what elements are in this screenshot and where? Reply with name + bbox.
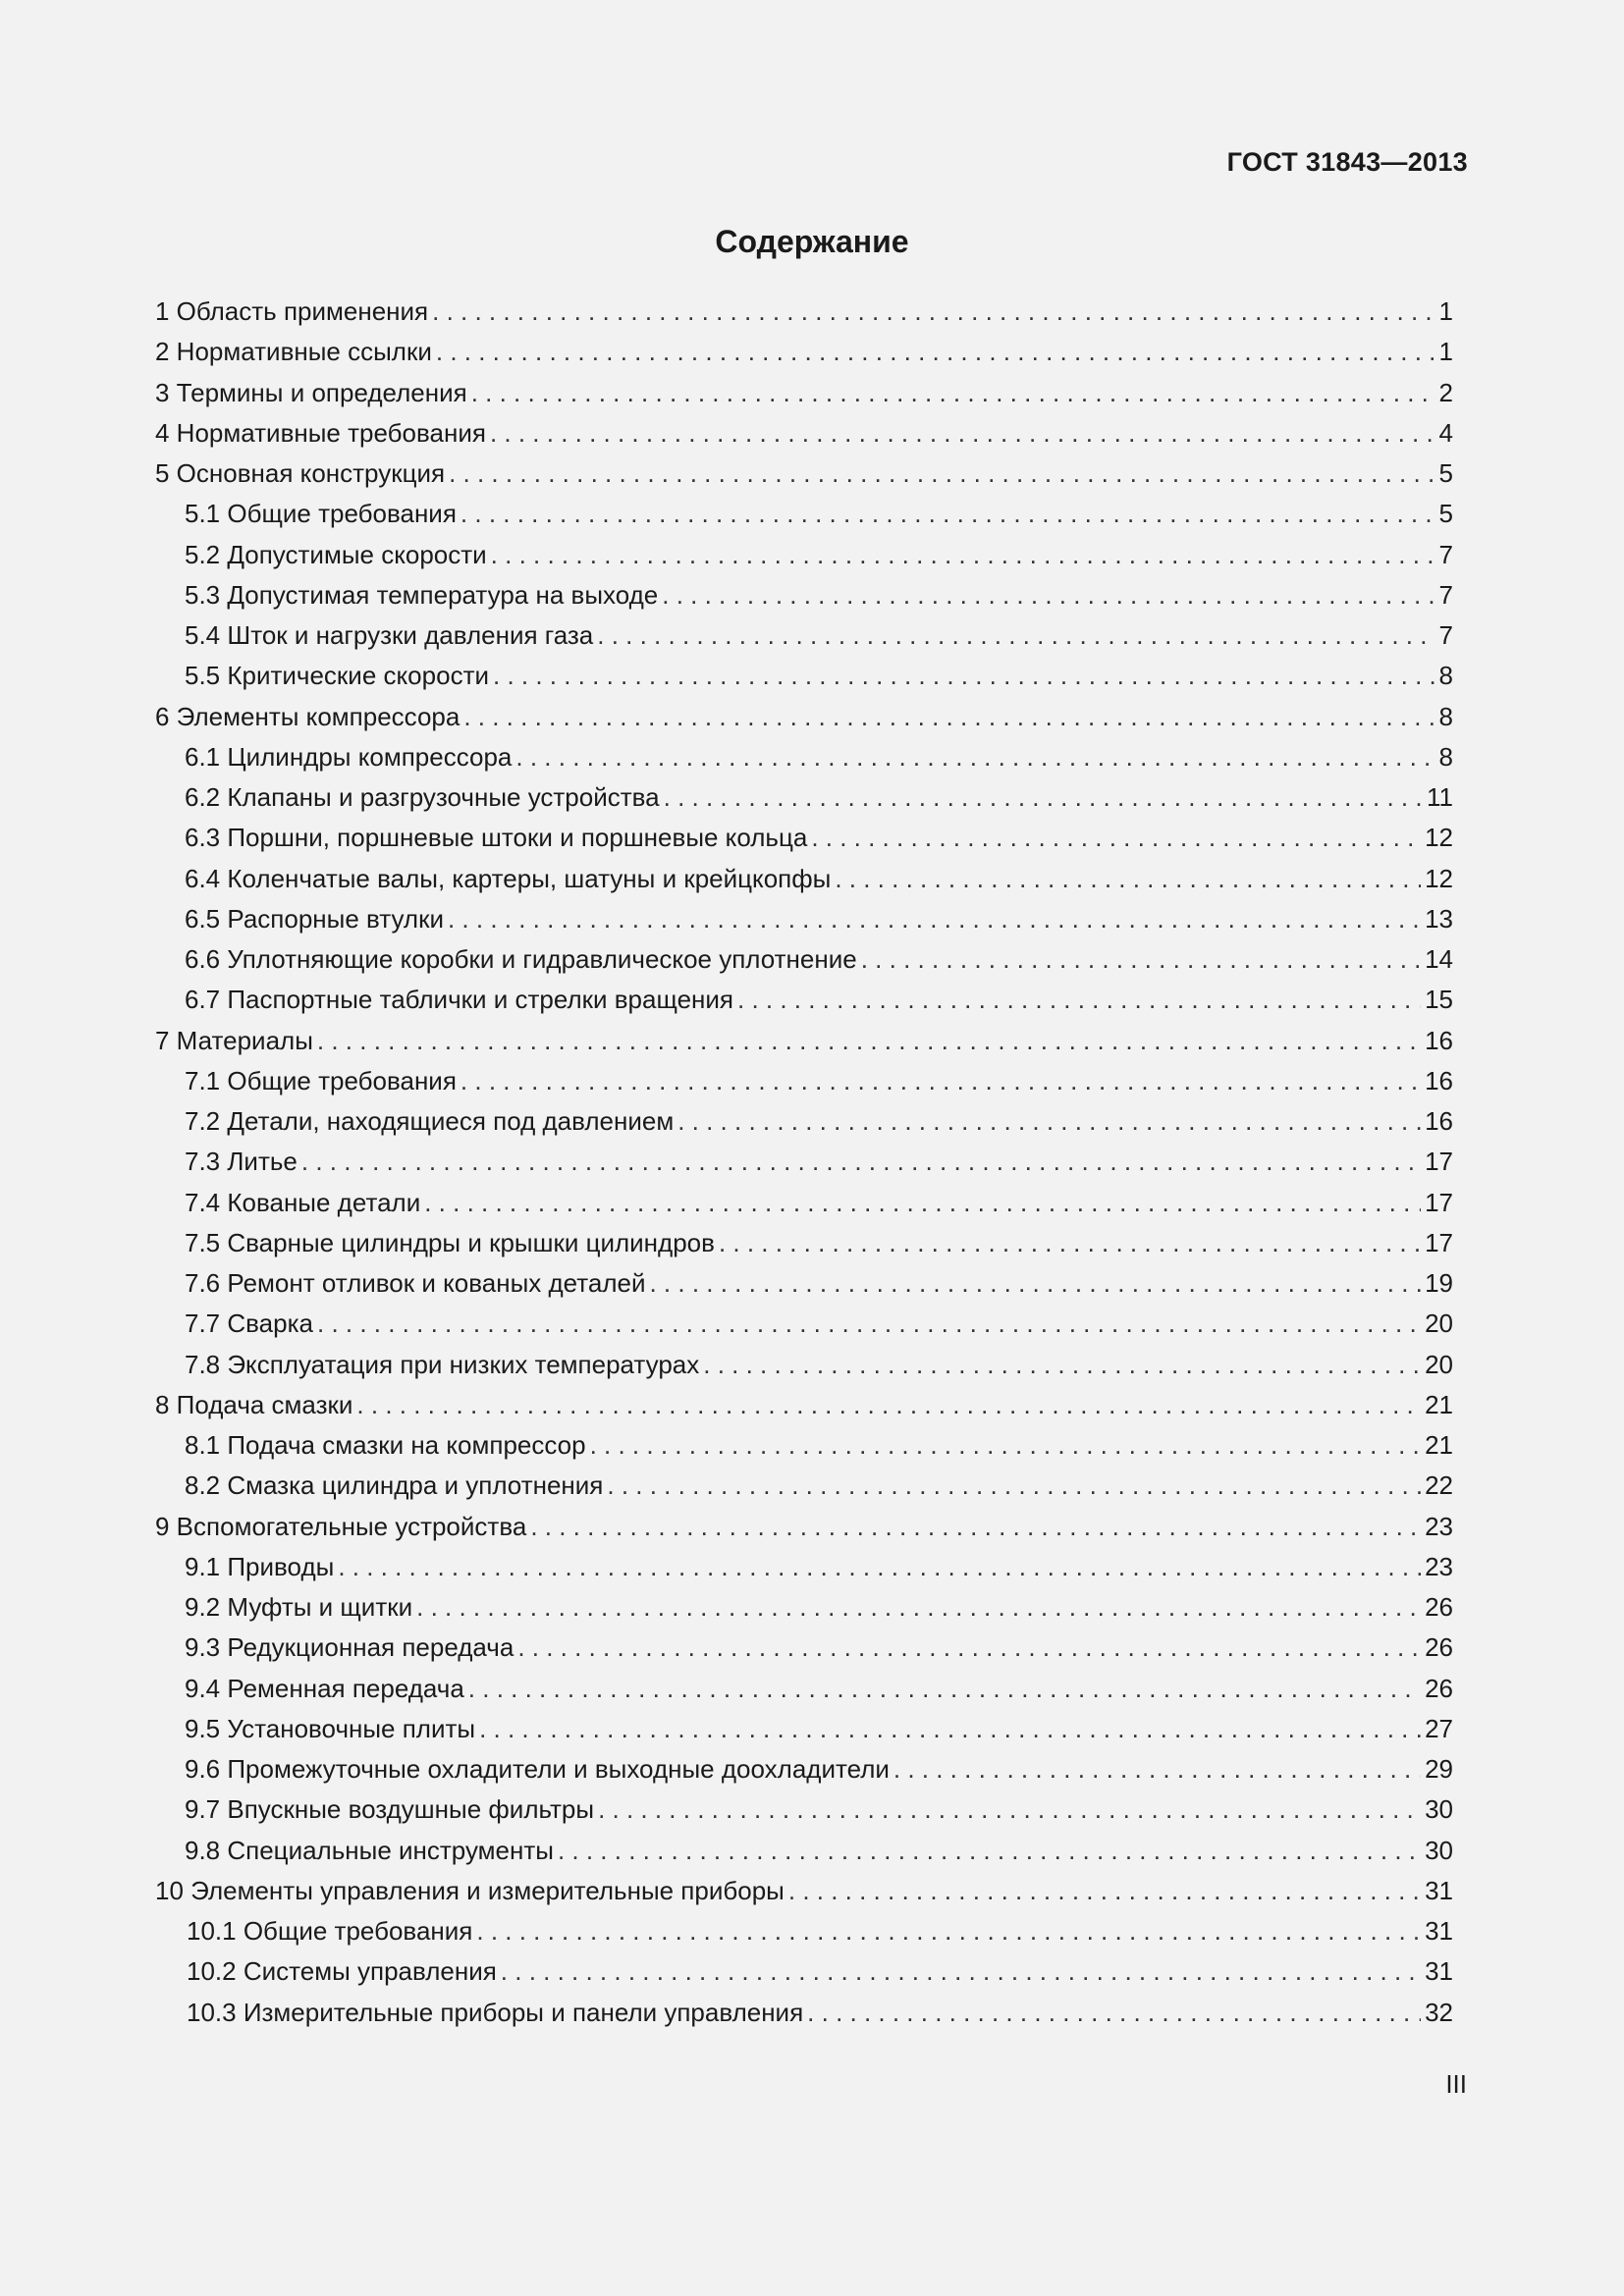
toc-entry[interactable] xyxy=(155,535,1453,575)
toc-entry-label: 5.4 Шток и нагрузки давления газа xyxy=(185,620,594,650)
toc-entry-page: 27 xyxy=(1425,1713,1453,1743)
toc-entry-label: 7.4 Кованые детали xyxy=(185,1187,421,1217)
toc-dot-leader xyxy=(479,1709,1421,1749)
toc-dot-leader xyxy=(719,1223,1421,1263)
toc-entry[interactable] xyxy=(155,494,1453,534)
toc-entry-page: 15 xyxy=(1425,985,1453,1015)
toc-entry-label: 9.5 Установочные плиты xyxy=(185,1713,476,1743)
toc-entry-label: 2 Нормативные ссылки xyxy=(155,337,432,367)
toc-entry-label: 8 Подача смазки xyxy=(155,1389,353,1419)
toc-entry-page: 17 xyxy=(1425,1147,1453,1177)
toc-entry[interactable] xyxy=(155,615,1453,656)
toc-entry[interactable] xyxy=(155,1263,1453,1304)
toc-entry[interactable] xyxy=(155,1142,1453,1182)
toc-dot-leader xyxy=(530,1507,1421,1547)
toc-dot-leader xyxy=(607,1466,1421,1506)
toc-entry[interactable] xyxy=(155,413,1453,454)
toc-entry-label: 10.2 Системы управления xyxy=(187,1956,497,1987)
toc-dot-leader xyxy=(590,1425,1422,1466)
toc-entry[interactable] xyxy=(155,1871,1453,1911)
toc-entry[interactable] xyxy=(155,1061,1453,1101)
toc-dot-leader xyxy=(664,777,1423,818)
toc-entry[interactable] xyxy=(155,1304,1453,1344)
toc-entry-page: 31 xyxy=(1425,1875,1453,1905)
toc-entry-label: 5 Основная конструкция xyxy=(155,458,446,488)
toc-dot-leader xyxy=(491,535,1435,575)
toc-entry-page: 12 xyxy=(1425,863,1453,893)
toc-dot-leader xyxy=(490,413,1435,454)
toc-entry-label: 10.3 Измерительные приборы и панели управления xyxy=(187,1997,804,2027)
toc-entry-label: 5.1 Общие требования xyxy=(185,499,457,529)
toc-dot-leader xyxy=(432,292,1435,332)
toc-entry-page: 20 xyxy=(1425,1349,1453,1379)
toc-entry-label: 6.1 Цилиндры компрессора xyxy=(185,741,513,772)
toc-dot-leader xyxy=(835,859,1421,899)
toc-entry-label: 7.6 Ремонт отливок и кованых деталей xyxy=(185,1268,646,1298)
toc-entry-page: 30 xyxy=(1425,1794,1453,1825)
toc-entry-label: 9.4 Ременная передача xyxy=(185,1673,464,1703)
toc-entry[interactable] xyxy=(155,1831,1453,1871)
toc-entry-label: 6.2 Клапаны и разгрузочные устройства xyxy=(185,782,660,812)
toc-entry[interactable] xyxy=(155,939,1453,980)
toc-entry-page: 20 xyxy=(1425,1308,1453,1339)
toc-entry[interactable] xyxy=(155,1669,1453,1709)
toc-dot-leader xyxy=(317,1021,1421,1061)
toc-dot-leader xyxy=(703,1345,1421,1385)
toc-entry-label: 5.3 Допустимая температура на выходе xyxy=(185,579,659,610)
toc-entry-page: 16 xyxy=(1425,1025,1453,1055)
toc-entry-label: 9.3 Редукционная передача xyxy=(185,1632,514,1663)
toc-entry[interactable] xyxy=(155,818,1453,858)
toc-entry-page: 8 xyxy=(1438,701,1453,731)
toc-entry-label: 1 Область применения xyxy=(155,296,429,326)
toc-entry[interactable] xyxy=(155,1223,1453,1263)
toc-entry-label: 7.5 Сварные цилиндры и крышки цилиндров xyxy=(185,1227,715,1257)
toc-dot-leader xyxy=(416,1587,1421,1628)
toc-dot-leader xyxy=(476,1911,1421,1951)
toc-entry-label: 4 Нормативные требования xyxy=(155,417,486,448)
toc-entry-label: 9.8 Специальные инструменты xyxy=(185,1835,554,1865)
toc-entry-label: 6.7 Паспортные таблички и стрелки вращения xyxy=(185,985,733,1015)
toc-dot-leader xyxy=(893,1749,1421,1789)
toc-entry-label: 9.7 Впускные воздушные фильтры xyxy=(185,1794,595,1825)
toc-entry-label: 6.6 Уплотняющие коробки и гидравлическое уплотнение xyxy=(185,944,857,974)
toc-entry-page: 14 xyxy=(1425,944,1453,974)
toc-dot-leader xyxy=(356,1385,1421,1425)
toc-entry-page: 7 xyxy=(1438,539,1453,569)
toc-entry-page: 26 xyxy=(1425,1632,1453,1663)
toc-dot-leader xyxy=(460,494,1435,534)
toc-entry-label: 7.3 Литье xyxy=(185,1147,298,1177)
toc-entry-page: 13 xyxy=(1425,903,1453,934)
toc-entry[interactable] xyxy=(155,737,1453,777)
toc-entry[interactable] xyxy=(155,373,1453,413)
toc-dot-leader xyxy=(338,1547,1421,1587)
toc-entry-label: 10 Элементы управления и измерительные приборы xyxy=(155,1875,785,1905)
toc-dot-leader xyxy=(861,939,1421,980)
toc-entry-page: 21 xyxy=(1425,1430,1453,1460)
toc-entry-label: 9 Вспомогательные устройства xyxy=(155,1511,527,1541)
toc-dot-leader xyxy=(737,980,1421,1020)
toc-entry[interactable] xyxy=(155,1709,1453,1749)
toc-entry-page: 17 xyxy=(1425,1227,1453,1257)
toc-dot-leader xyxy=(807,1993,1421,2033)
toc-entry-page: 16 xyxy=(1425,1065,1453,1095)
toc-entry[interactable] xyxy=(155,697,1453,737)
toc-entry-label: 6.4 Коленчатые валы, картеры, шатуны и крейцкопфы xyxy=(185,863,832,893)
table-of-contents xyxy=(155,292,1453,2033)
document-code: ГОСТ 31843—2013 xyxy=(1226,147,1468,177)
toc-entry[interactable] xyxy=(155,1911,1453,1951)
toc-dot-leader xyxy=(463,697,1435,737)
toc-entry-label: 6.3 Поршни, поршневые штоки и поршневые кольца xyxy=(185,823,808,853)
toc-entry-label: 7.2 Детали, находящиеся под давлением xyxy=(185,1106,675,1136)
toc-dot-leader xyxy=(436,332,1435,372)
toc-entry-page: 1 xyxy=(1438,337,1453,367)
toc-entry-page: 7 xyxy=(1438,620,1453,650)
toc-entry-label: 9.6 Промежуточные охладители и выходные доохладители xyxy=(185,1754,890,1784)
toc-entry[interactable] xyxy=(155,656,1453,696)
toc-entry[interactable] xyxy=(155,292,1453,332)
toc-entry-page: 7 xyxy=(1438,579,1453,610)
toc-entry-page: 22 xyxy=(1425,1470,1453,1501)
toc-entry[interactable] xyxy=(155,1345,1453,1385)
toc-entry-page: 2 xyxy=(1438,377,1453,407)
toc-entry[interactable] xyxy=(155,980,1453,1020)
toc-entry[interactable] xyxy=(155,1789,1453,1830)
toc-entry[interactable] xyxy=(155,1466,1453,1506)
toc-entry[interactable] xyxy=(155,1021,1453,1061)
toc-entry-page: 5 xyxy=(1438,499,1453,529)
toc-entry[interactable] xyxy=(155,1951,1453,1992)
toc-entry-page: 12 xyxy=(1425,823,1453,853)
toc-dot-leader xyxy=(471,373,1435,413)
toc-dot-leader xyxy=(677,1101,1421,1142)
toc-title: Содержание xyxy=(715,224,909,259)
toc-entry[interactable] xyxy=(155,1101,1453,1142)
toc-entry-page: 17 xyxy=(1425,1187,1453,1217)
toc-entry[interactable] xyxy=(155,777,1453,818)
toc-entry-label: 8.2 Смазка цилиндра и уплотнения xyxy=(185,1470,604,1501)
toc-entry-label: 7.1 Общие требования xyxy=(185,1065,457,1095)
toc-entry-page: 5 xyxy=(1438,458,1453,488)
toc-entry-label: 9.1 Приводы xyxy=(185,1551,335,1581)
toc-entry[interactable] xyxy=(155,1993,1453,2033)
toc-dot-leader xyxy=(598,1789,1421,1830)
toc-entry-label: 10.1 Общие требования xyxy=(187,1916,473,1946)
toc-entry-page: 23 xyxy=(1425,1551,1453,1581)
toc-dot-leader xyxy=(558,1831,1421,1871)
toc-dot-leader xyxy=(649,1263,1421,1304)
toc-entry[interactable] xyxy=(155,1425,1453,1466)
toc-dot-leader xyxy=(515,737,1435,777)
toc-entry[interactable] xyxy=(155,1547,1453,1587)
toc-dot-leader xyxy=(468,1669,1421,1709)
toc-entry-page: 8 xyxy=(1438,661,1453,691)
toc-entry-page: 31 xyxy=(1425,1956,1453,1987)
toc-entry-label: 8.1 Подача смазки на компрессор xyxy=(185,1430,586,1460)
toc-entry[interactable] xyxy=(155,859,1453,899)
toc-entry[interactable] xyxy=(155,1183,1453,1223)
toc-entry-page: 26 xyxy=(1425,1592,1453,1622)
toc-dot-leader xyxy=(597,615,1435,656)
toc-entry-page: 30 xyxy=(1425,1835,1453,1865)
toc-dot-leader xyxy=(517,1628,1421,1668)
toc-dot-leader xyxy=(424,1183,1421,1223)
toc-dot-leader xyxy=(449,454,1435,494)
toc-dot-leader xyxy=(460,1061,1421,1101)
toc-dot-leader xyxy=(301,1142,1421,1182)
toc-entry-label: 3 Термины и определения xyxy=(155,377,467,407)
toc-entry-label: 5.2 Допустимые скорости xyxy=(185,539,487,569)
toc-dot-leader xyxy=(788,1871,1421,1911)
toc-entry-page: 4 xyxy=(1438,417,1453,448)
toc-entry[interactable] xyxy=(155,1385,1453,1425)
toc-entry-page: 26 xyxy=(1425,1673,1453,1703)
toc-entry-label: 9.2 Муфты и щитки xyxy=(185,1592,413,1622)
toc-entry-label: 6 Элементы компрессора xyxy=(155,701,460,731)
toc-entry-page: 8 xyxy=(1438,741,1453,772)
toc-entry-label: 6.5 Распорные втулки xyxy=(185,903,444,934)
toc-dot-leader xyxy=(493,656,1435,696)
toc-entry-page: 29 xyxy=(1425,1754,1453,1784)
toc-entry[interactable] xyxy=(155,899,1453,939)
toc-entry-page: 32 xyxy=(1425,1997,1453,2027)
toc-dot-leader xyxy=(501,1951,1421,1992)
toc-entry[interactable] xyxy=(155,1749,1453,1789)
toc-entry-page: 19 xyxy=(1425,1268,1453,1298)
toc-entry[interactable] xyxy=(155,575,1453,615)
toc-entry-page: 23 xyxy=(1425,1511,1453,1541)
toc-entry[interactable] xyxy=(155,1507,1453,1547)
toc-entry-label: 7.8 Эксплуатация при низких температурах xyxy=(185,1349,700,1379)
toc-entry-page: 11 xyxy=(1427,782,1453,812)
toc-dot-leader xyxy=(811,818,1421,858)
toc-entry-page: 16 xyxy=(1425,1106,1453,1136)
toc-entry[interactable] xyxy=(155,332,1453,372)
toc-entry-page: 21 xyxy=(1425,1389,1453,1419)
toc-entry[interactable] xyxy=(155,454,1453,494)
toc-entry[interactable] xyxy=(155,1628,1453,1668)
toc-dot-leader xyxy=(448,899,1421,939)
toc-entry-page: 31 xyxy=(1425,1916,1453,1946)
toc-entry-label: 7 Материалы xyxy=(155,1025,313,1055)
toc-dot-leader xyxy=(662,575,1435,615)
toc-entry-page: 1 xyxy=(1438,296,1453,326)
toc-entry[interactable] xyxy=(155,1587,1453,1628)
toc-entry-label: 5.5 Критические скорости xyxy=(185,661,489,691)
toc-entry-label: 7.7 Сварка xyxy=(185,1308,313,1339)
toc-dot-leader xyxy=(317,1304,1421,1344)
page-number: III xyxy=(1445,2069,1467,2099)
